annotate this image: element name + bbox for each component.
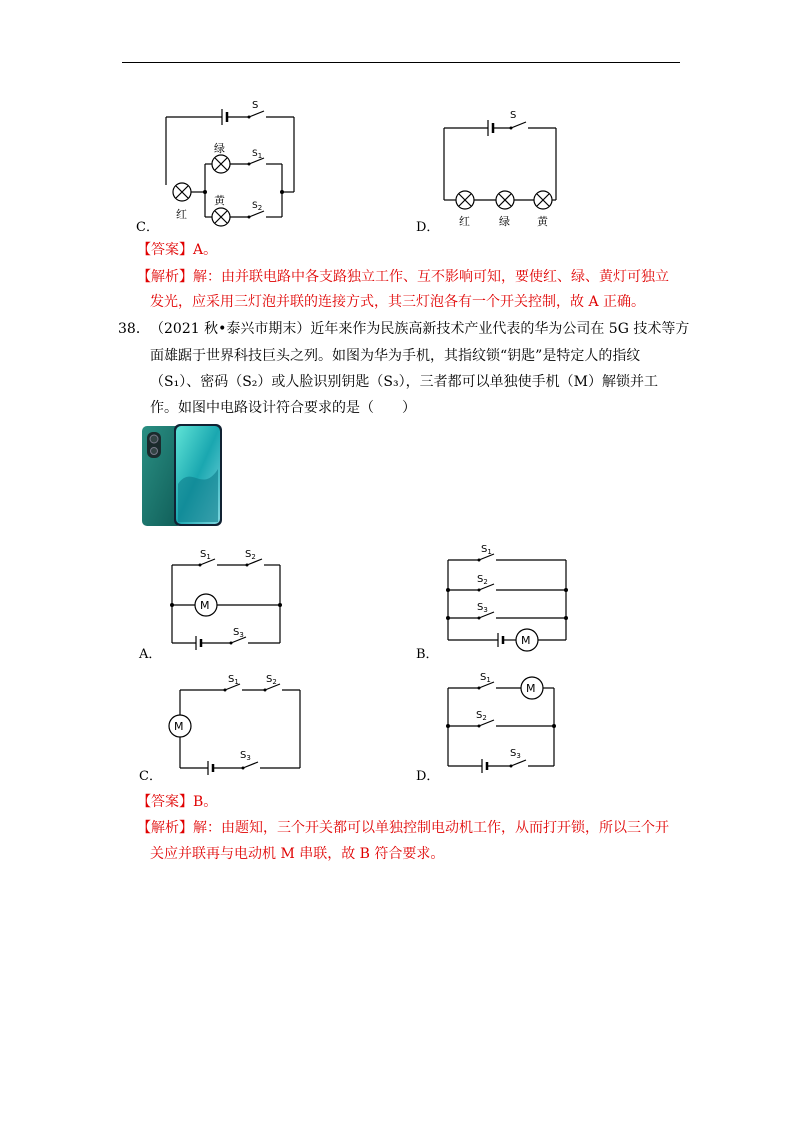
- circuit-diagram-b: [444, 540, 574, 655]
- question-line2: 面雄踞于世界科技巨头之列。如图为华为手机，其指纹锁“钥匙”是特定人的指纹: [150, 348, 641, 364]
- svg-text:M: M: [521, 634, 531, 647]
- analysis-tag: 【解析】: [137, 820, 193, 836]
- svg-text:绿: 绿: [499, 215, 510, 228]
- circuit-diagram-d-lamps: [440, 108, 560, 228]
- svg-text:S1: $S_1$: [228, 674, 239, 686]
- svg-text:绿: 绿: [214, 142, 225, 155]
- circuit-diagram-d: [444, 668, 574, 773]
- svg-text:S2: $S_2$: [266, 674, 277, 686]
- svg-text:S1: $S_1$: [200, 549, 211, 561]
- circuit-diagram-a: [166, 545, 286, 655]
- svg-text:S1: $S_1$: [480, 672, 491, 684]
- svg-text:S3: $S_3$: [233, 627, 244, 639]
- svg-text:S1: $S_1$: [252, 149, 263, 160]
- question-line1: （2021 秋•泰兴市期末）近年来作为民族高新技术产业代表的华为公司在 5G 技术等方: [150, 321, 690, 337]
- svg-text:S3: $S_3$: [240, 750, 251, 762]
- svg-text:M: M: [174, 720, 184, 733]
- analysis-line1-q38: [137, 818, 669, 838]
- answer-value: A。: [193, 242, 218, 258]
- phone-image: [142, 424, 224, 527]
- question-line3: （S₁）、密码（S₂）或人脸识别钥匙（S₃），三者都可以单独使手机（M）解锁并工: [150, 374, 658, 390]
- svg-text:黄: 黄: [537, 215, 548, 228]
- analysis-line2-q37: 发光，应采用三灯泡并联的连接方式，其三灯泡各有一个开关控制，故 A 正确。: [150, 294, 646, 310]
- analysis-text: 解：由题知，三个开关都可以单独控制电动机工作，从而打开锁，所以三个开: [193, 820, 669, 836]
- analysis-tag: 【解析】: [137, 269, 193, 285]
- option-c-label-prev: C．: [136, 220, 159, 235]
- circuit-diagram-c: [166, 668, 306, 773]
- question-line4: 作。如图中电路设计符合要求的是（ ）: [150, 400, 416, 416]
- analysis-line1-q37: [137, 267, 669, 287]
- svg-text:S3: $S_3$: [477, 602, 488, 614]
- svg-text:M: M: [526, 682, 536, 695]
- answer-line-q37: [137, 240, 217, 260]
- option-a-label: A．: [139, 647, 162, 662]
- svg-text:红: 红: [459, 215, 470, 228]
- question-number: 38．: [118, 321, 150, 337]
- answer-tag: 【答案】: [137, 242, 193, 258]
- svg-text:S: S: [252, 100, 259, 111]
- option-d-label-prev: D．: [416, 220, 440, 235]
- svg-text:S1: $S_1$: [481, 544, 492, 556]
- svg-text:S2: $S_2$: [245, 549, 256, 561]
- svg-text:S2: $S_2$: [477, 574, 488, 586]
- option-c-label: C．: [139, 769, 162, 784]
- svg-text:红: 红: [176, 208, 187, 221]
- option-d-label: D．: [416, 769, 440, 784]
- answer-tag: 【答案】: [137, 794, 193, 810]
- svg-text:S: S: [510, 110, 517, 121]
- svg-text:M: M: [200, 599, 210, 612]
- answer-value: B。: [193, 794, 218, 810]
- svg-text:S3: $S_3$: [510, 748, 521, 760]
- analysis-line2-q38: 关应并联再与电动机 M 串联，故 B 符合要求。: [150, 846, 445, 862]
- svg-text:S2: $S_2$: [476, 710, 487, 722]
- answer-line-q38: [137, 792, 217, 812]
- option-b-label: B．: [416, 647, 439, 662]
- header-rule: [122, 62, 680, 63]
- circuit-diagram-c-lamps: [160, 100, 300, 225]
- svg-text:S2: $S_2$: [252, 201, 263, 212]
- svg-text:黄: 黄: [214, 194, 225, 207]
- analysis-text: 解：由并联电路中各支路独立工作、互不影响可知，要使红、绿、黄灯可独立: [193, 269, 669, 285]
